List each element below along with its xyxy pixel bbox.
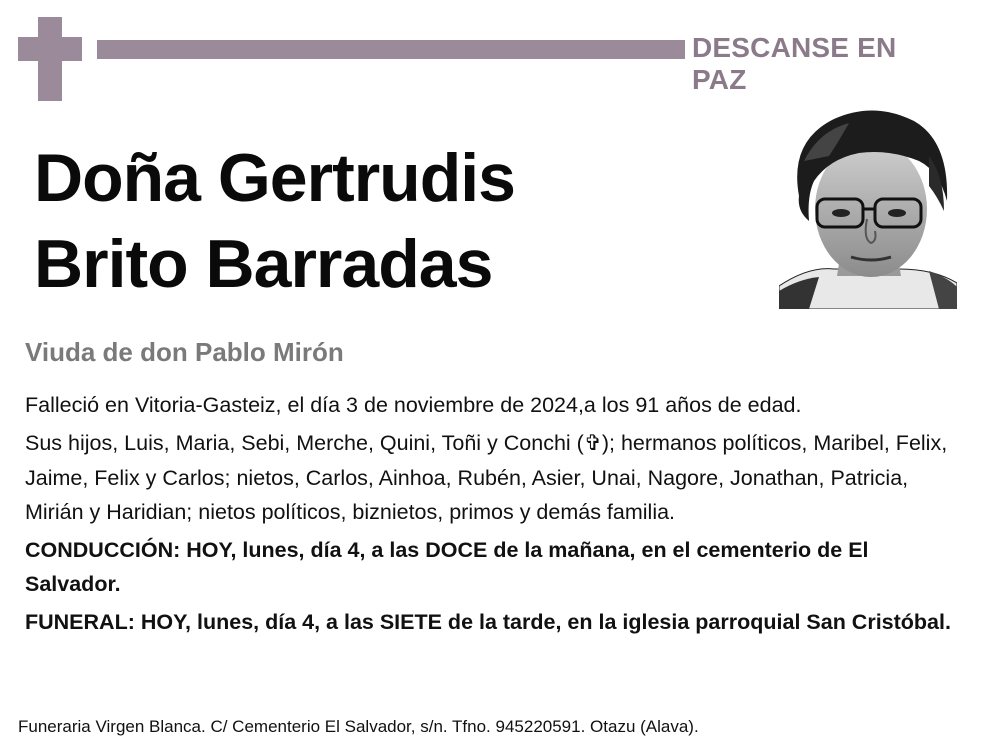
funeral-home-footer: Funeraria Virgen Blanca. C/ Cementerio El Salvador, s/n. Tfno. 945220591. Otazu (Alava).	[18, 717, 699, 736]
conduccion-notice: CONDUCCIÓN: HOY, lunes, día 4, a las DOCE de la mañana, en el cementerio de El Salvador.	[25, 538, 869, 596]
funeral-notice: FUNERAL: HOY, lunes, día 4, a las SIETE de la tarde, en la iglesia parroquial San Cristóbal.	[25, 610, 951, 634]
small-cross-icon: ✞	[583, 431, 602, 456]
portrait-photo	[779, 101, 957, 309]
family-list-part1: Sus hijos, Luis, Maria, Sebi, Merche, Quini, Toñi y Conchi (	[25, 431, 584, 455]
portrait-photo-svg	[779, 101, 957, 309]
notice-body	[25, 388, 965, 643]
widow-subtitle: Viuda de don Pablo Mirón	[25, 337, 344, 367]
header-label: DESCANSE EN PAZ	[692, 32, 897, 95]
deceased-name	[34, 135, 754, 307]
death-notice: Falleció en Vitoria-Gasteiz, el día 3 de noviembre de 2024,a los 91 años de edad.	[25, 393, 802, 417]
cross-icon-horizontal	[18, 37, 82, 61]
name-line-1: Doña Gertrudis	[34, 140, 515, 216]
family-list	[25, 426, 965, 529]
family-list-part2: ); hermanos políticos, Maribel, Felix, Jaime, Felix y Carlos; nietos, Carlos, Ainhoa, Rubén, Asier, Unai, Nagore, Jonathan, Patricia, Mirián y Haridian; nietos políticos, biznietos, primos y demás familia.	[25, 431, 948, 524]
name-line-2: Brito Barradas	[34, 226, 493, 302]
header-bar	[97, 40, 685, 59]
